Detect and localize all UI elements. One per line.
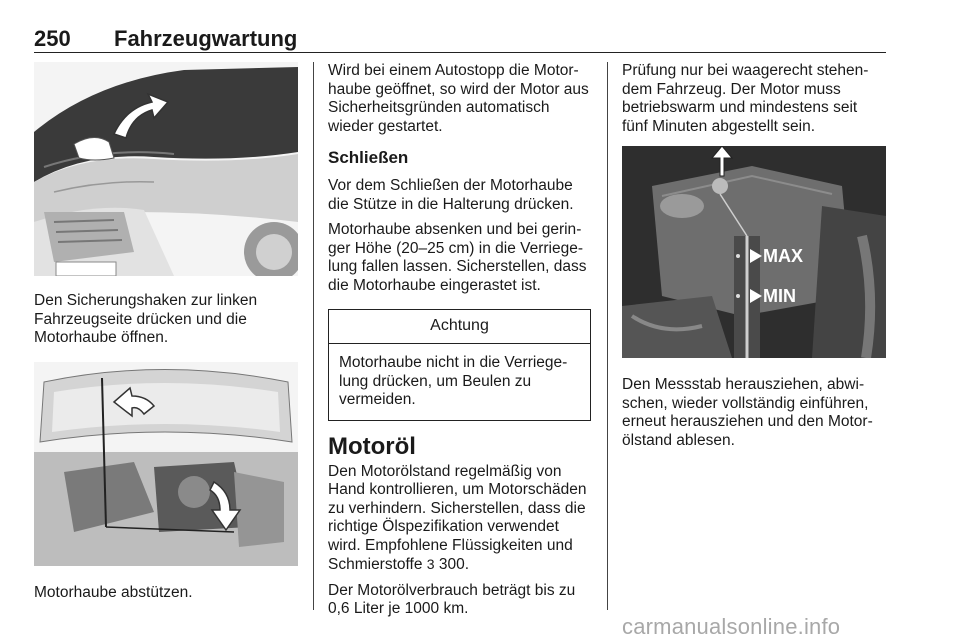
page-reference-number: 300. xyxy=(434,556,470,573)
paragraph-autostop: Wird bei einem Autostopp die Motorhaube geöffnet, so wird der Motor aus Sicherheitsgründen automatisch wieder gestartet. xyxy=(328,62,589,135)
column-divider xyxy=(607,62,608,610)
heading-engine-oil: Motoröl xyxy=(328,432,416,460)
page-title: Fahrzeugwartung xyxy=(114,26,298,51)
page-header xyxy=(34,24,886,53)
column-right xyxy=(622,62,886,450)
paragraph-dipstick-procedure: Den Messstab herausziehen, abwischen, wieder vollständig einführen, erneut herausziehen und den Motorölstand ablesen. xyxy=(622,376,873,449)
paragraph-support: Vor dem Schließen der Motorhaube die Stütze in die Halterung drücken. xyxy=(328,177,574,213)
dipstick-max-label: MAX xyxy=(763,246,803,266)
heading-closing: Schließen xyxy=(328,148,409,167)
paragraph-oil-consumption: Der Motorölverbrauch beträgt bis zu 0,6 Liter je 1000 km. xyxy=(328,581,576,617)
caption-hood-release: Den Sicherungshaken zur linken Fahrzeugseite drücken und die Motorhaube öffnen. xyxy=(34,292,258,346)
column-left xyxy=(34,62,298,602)
caption-hood-support: Motorhaube abstützen. xyxy=(34,583,193,601)
caution-box xyxy=(328,309,591,421)
paragraph-oil-check-text: Den Motorölstand regelmäßig von Hand kontrollieren, um Motorschäden zu verhindern. Sicherstellen, dass die richtige Ölspezifikation verwendet wird. Empfohlene Flüssigkeiten und Schmierstoffe xyxy=(328,462,587,573)
page-reference-icon[interactable]: 3 xyxy=(426,556,435,572)
paragraph-check-conditions: Prüfung nur bei waagerecht stehendem Fahrzeug. Der Motor muss betriebswarm und mindestens seit fünf Minuten abgestellt sein. xyxy=(622,62,869,135)
column-divider xyxy=(313,62,314,610)
hood-support-illustration xyxy=(34,362,298,566)
watermark[interactable]: carmanualsonline.info xyxy=(622,614,841,639)
hood-release-illustration xyxy=(34,62,298,276)
caution-text: Motorhaube nicht in die Verriegelung drücken, um Beulen zu vermeiden. xyxy=(339,354,568,408)
caution-title: Achtung xyxy=(329,310,590,344)
page-number: 250 xyxy=(34,26,71,51)
dipstick-illustration xyxy=(622,146,886,358)
column-middle xyxy=(328,62,592,619)
paragraph-oil-check xyxy=(328,463,592,575)
dipstick-min-label: MIN xyxy=(763,286,796,306)
paragraph-lower-hood: Motorhaube absenken und bei geringer Höhe (20–25 cm) in die Verriegelung fallen lassen. Sicherstellen, dass die Motorhaube eingerastet ist. xyxy=(328,221,587,294)
